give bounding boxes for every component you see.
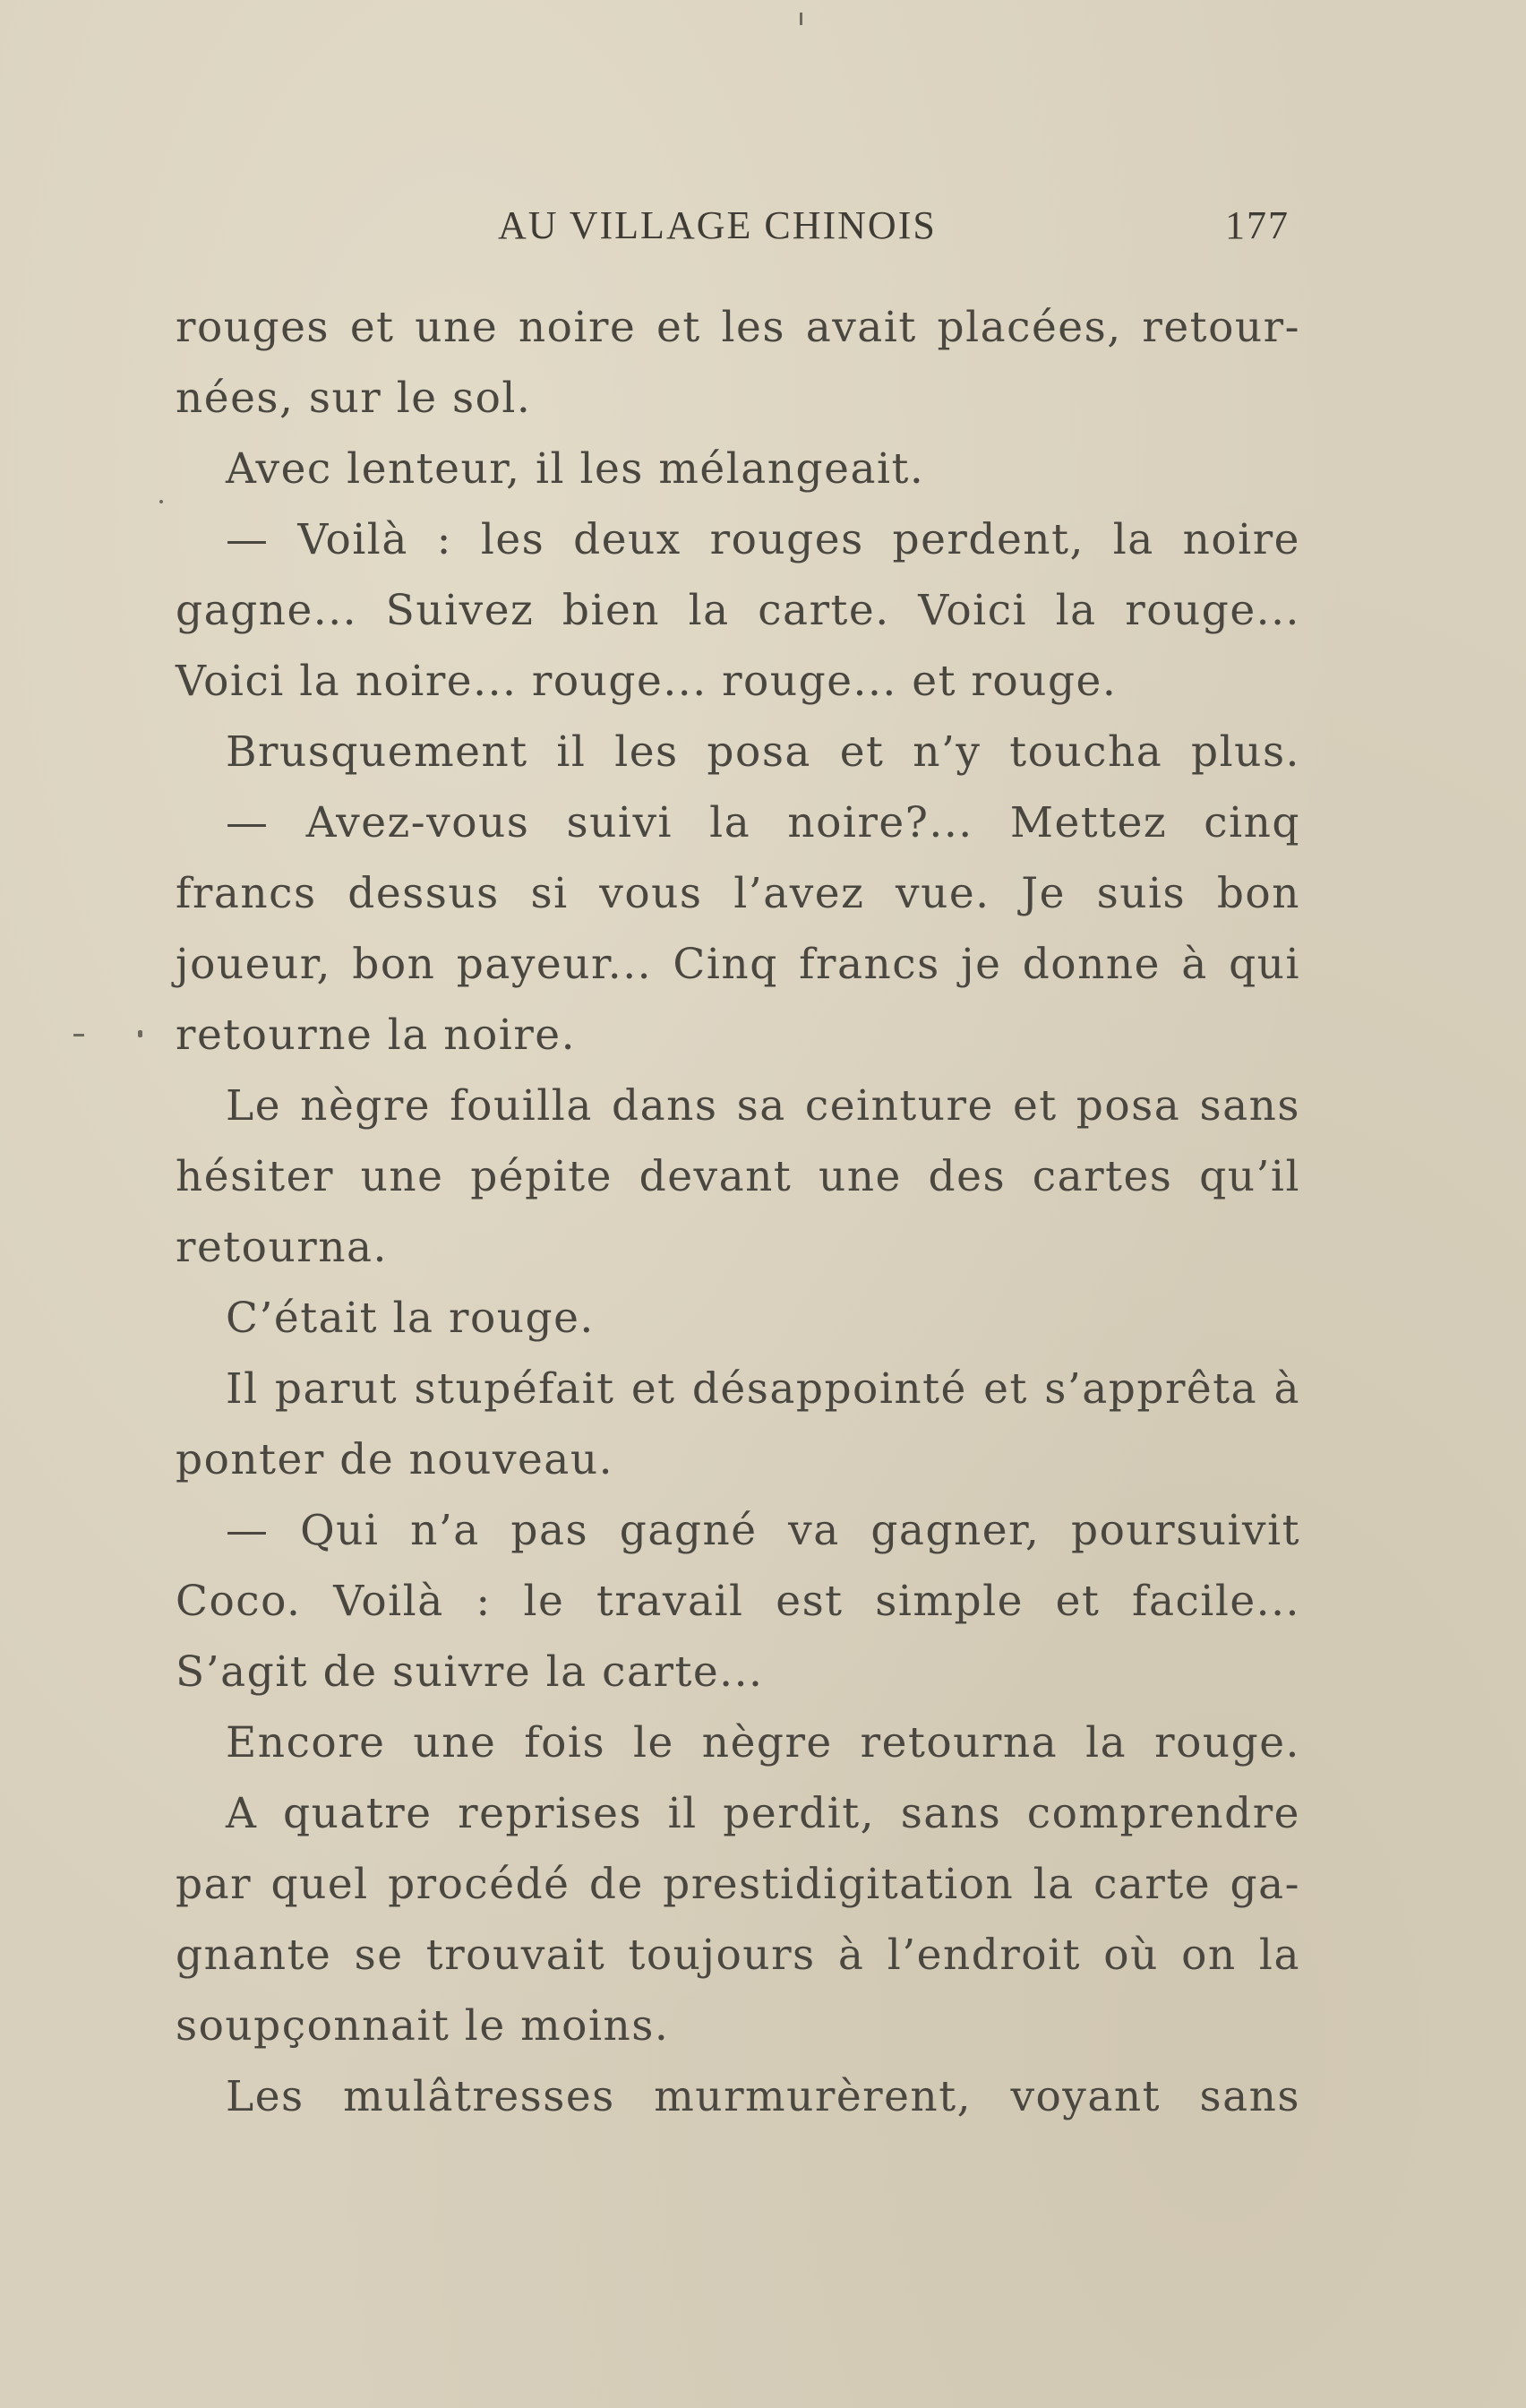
text-line: gagne... Suivez bien la carte. Voici la rouge...	[176, 586, 1300, 635]
text-line: soupçonnait le moins.	[176, 2001, 670, 2051]
running-head	[498, 202, 1304, 256]
text-line: ponter de nouveau.	[176, 1435, 614, 1484]
text-line: joueur, bon payeur... Cinq francs je donne à qui	[176, 940, 1300, 989]
text-line: Les mulâtresses murmurèrent, voyant sans	[226, 2072, 1300, 2121]
text-line: — Qui n’a pas gagné va gagner, poursuivit	[226, 1506, 1300, 1555]
text-line: par quel procédé de prestidigitation la carte ga-	[176, 1860, 1300, 1909]
running-title: AU VILLAGE CHINOIS	[498, 203, 937, 247]
text-line: nées, sur le sol.	[176, 374, 532, 423]
scan-speck	[73, 1034, 84, 1036]
text-line: Encore une fois le nègre retourna la rouge.	[226, 1718, 1300, 1767]
text-line: retourna.	[176, 1223, 388, 1272]
scan-speck	[800, 13, 802, 25]
text-line: Avec lenteur, il les mélangeait.	[226, 444, 925, 494]
text-line: Le nègre fouilla dans sa ceinture et posa sans	[226, 1081, 1300, 1131]
text-line: gnante se trouvait toujours à l’endroit où on la	[176, 1931, 1300, 1980]
scan-speck	[159, 500, 163, 503]
text-line: Voici la noire... rouge... rouge... et rouge.	[176, 657, 1118, 706]
text-line: retourne la noire.	[176, 1010, 577, 1060]
text-line: Brusquement il les posa et n’y toucha plus.	[226, 727, 1300, 777]
text-line: rouges et une noire et les avait placées, retour-	[176, 303, 1300, 352]
scan-speck	[138, 1030, 142, 1037]
text-line: C’était la rouge.	[226, 1294, 595, 1343]
text-line: — Avez-vous suivi la noire?... Mettez cinq	[226, 798, 1300, 847]
text-line: — Voilà : les deux rouges perdent, la noire	[226, 515, 1300, 564]
text-line: Il parut stupéfait et désappointé et s’apprêta à	[226, 1364, 1300, 1414]
page-number: 177	[1225, 203, 1290, 247]
text-line: Coco. Voilà : le travail est simple et facile...	[176, 1577, 1300, 1626]
text-line: A quatre reprises il perdit, sans comprendre	[226, 1789, 1300, 1838]
body-text	[176, 292, 1300, 2132]
text-line: S’agit de suivre la carte...	[176, 1647, 764, 1697]
text-line: francs dessus si vous l’avez vue. Je suis bon	[176, 869, 1300, 918]
text-line: hésiter une pépite devant une des cartes qu’il	[176, 1152, 1300, 1201]
